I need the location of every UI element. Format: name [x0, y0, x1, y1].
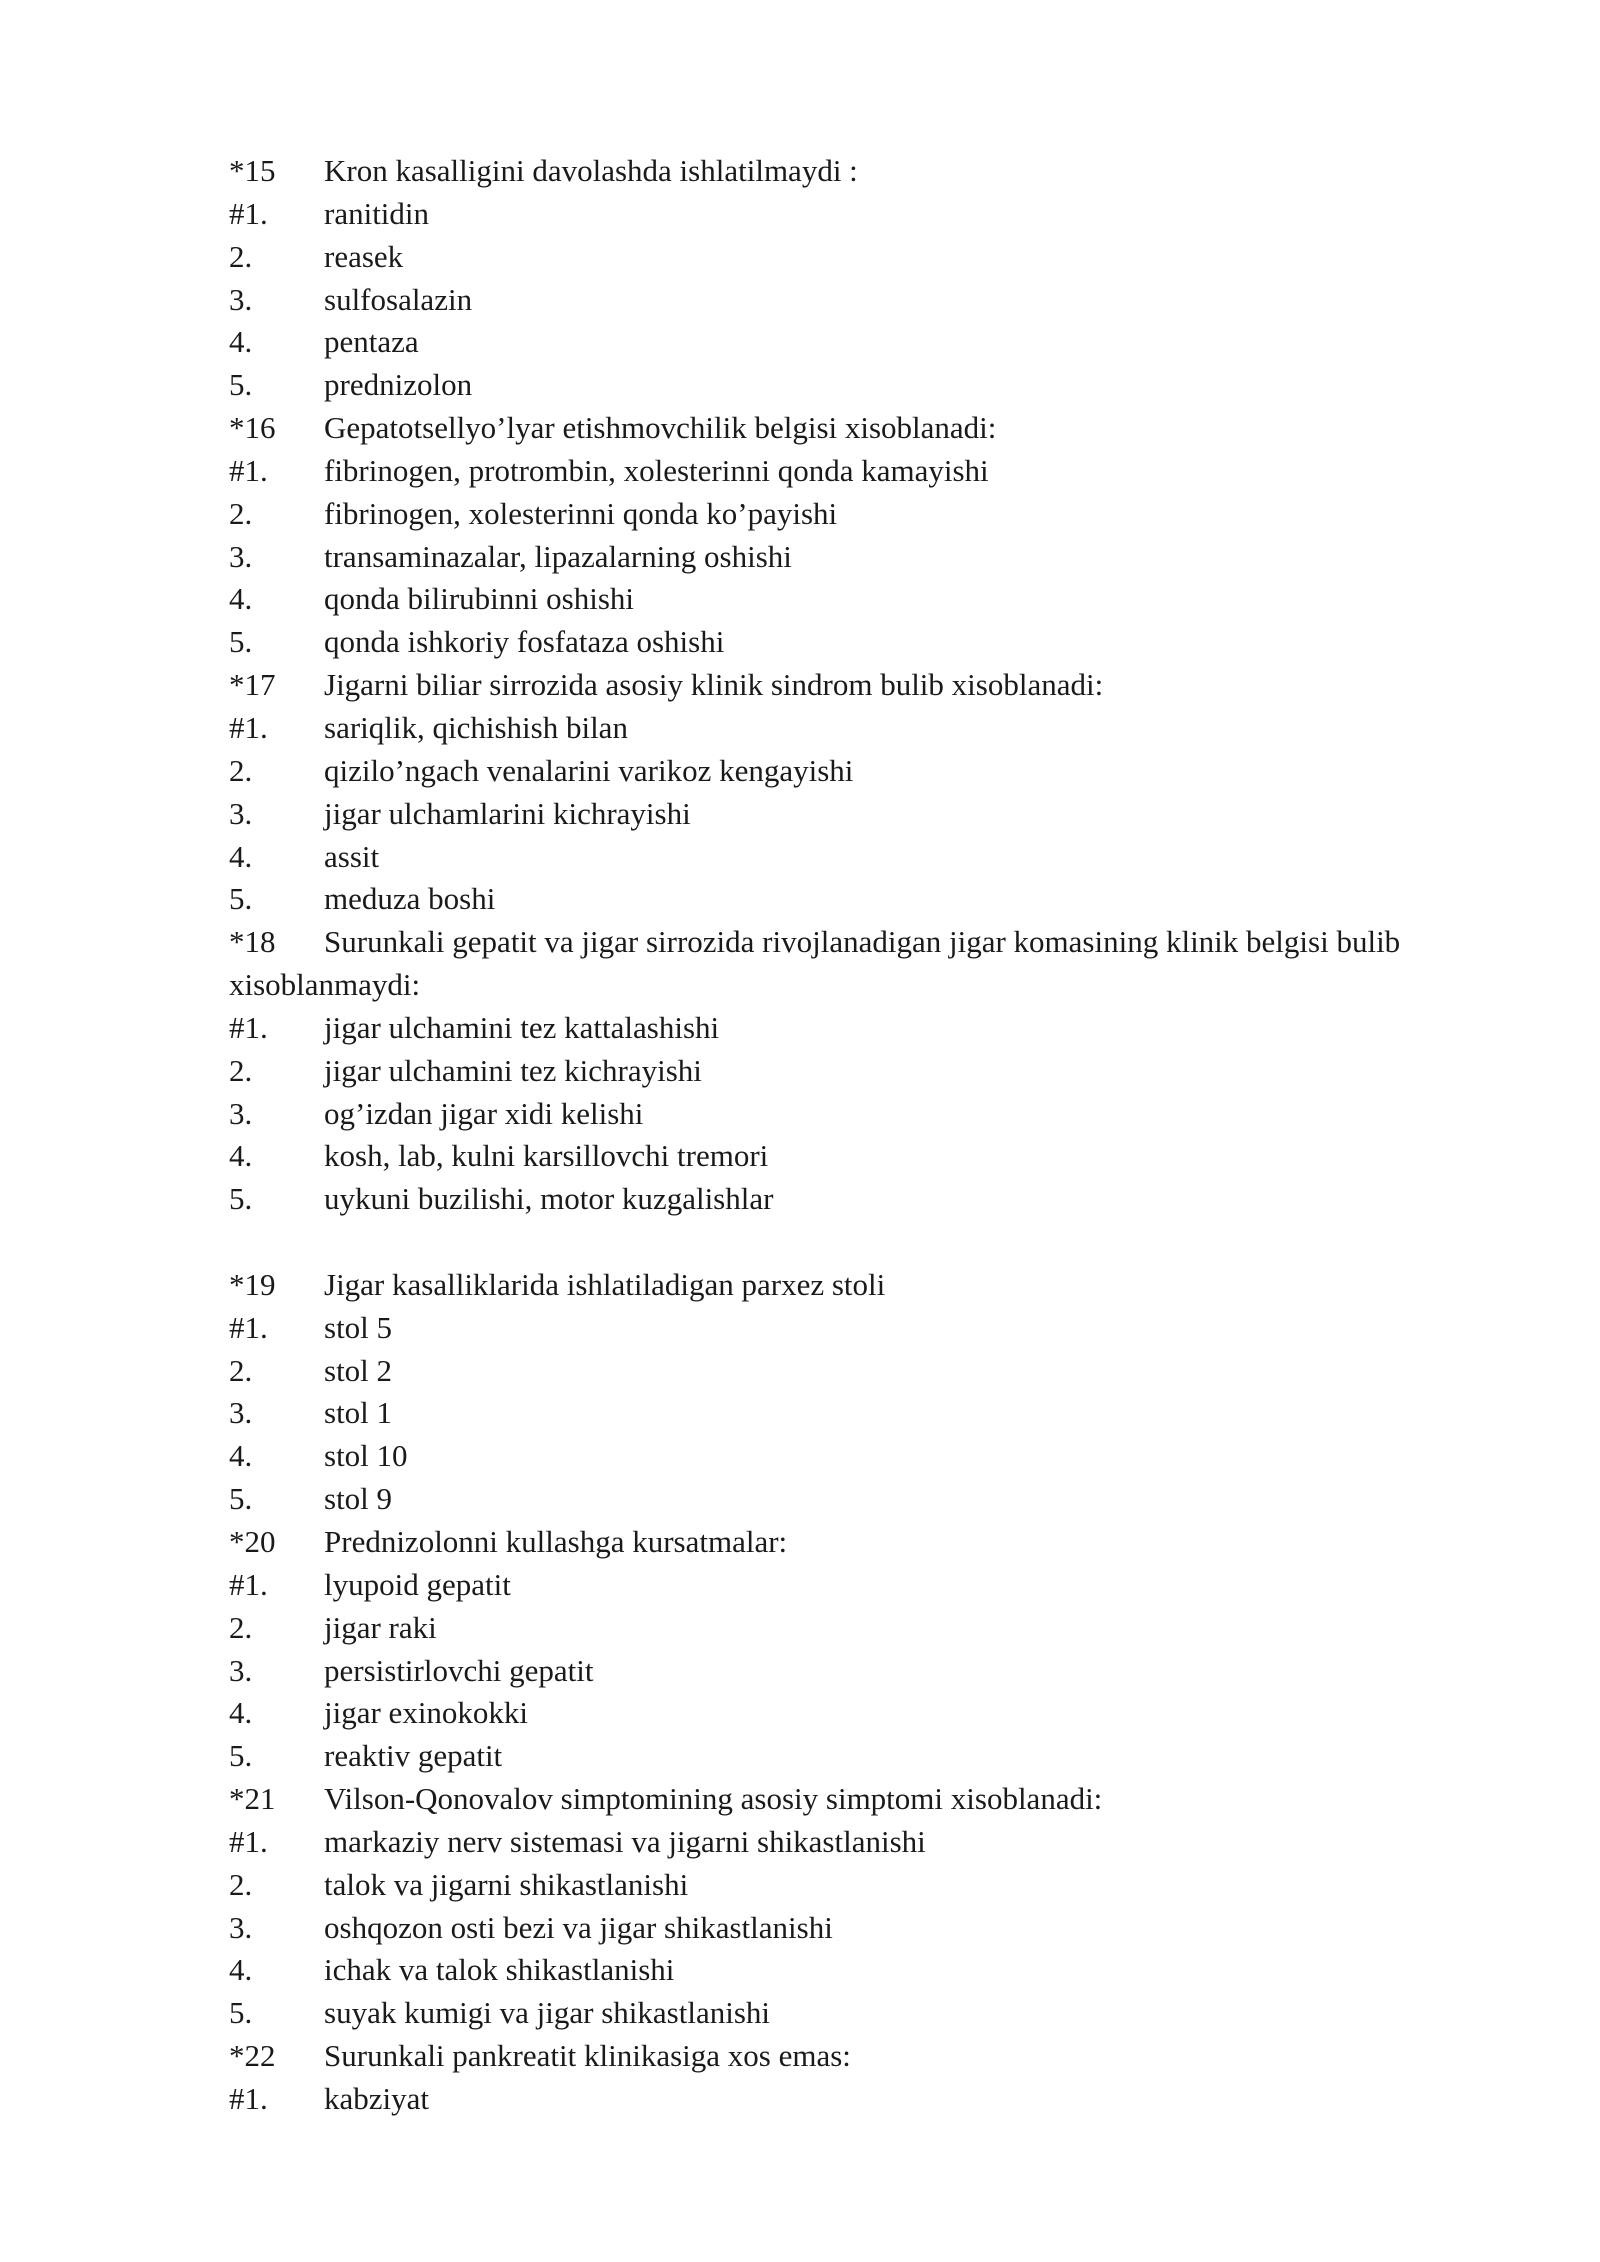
answer-line	[229, 2078, 1459, 2121]
answer-number: 3.	[229, 281, 253, 317]
answer-number: #1.	[229, 2080, 268, 2116]
answer-line	[229, 450, 1459, 493]
answer-text: qizilo’ngach venalarini varikoz kengayishi	[324, 752, 854, 788]
answer-number: 5.	[229, 1181, 253, 1217]
answer-number: 5.	[229, 1738, 253, 1774]
answer-text: stol 5	[324, 1309, 393, 1345]
answer-line	[229, 1692, 1459, 1735]
answer-number: 2.	[229, 495, 253, 531]
answer-number: 3.	[229, 1395, 253, 1431]
answer-text: jigar exinokokki	[324, 1695, 529, 1731]
question-line	[229, 2035, 1459, 2078]
answer-line	[229, 793, 1459, 836]
question-number: *17	[229, 667, 276, 703]
answer-number: 4.	[229, 1138, 253, 1174]
answer-number: 2.	[229, 1866, 253, 1902]
answer-line	[229, 1050, 1459, 1093]
answer-text: fibrinogen, protrombin, xolesterinni qonda kamayishi	[324, 452, 989, 488]
question-number: *15	[229, 153, 276, 188]
answer-line	[229, 1821, 1459, 1864]
answer-number: #1.	[229, 709, 268, 745]
answer-line	[229, 1992, 1459, 2035]
answer-text: sariqlik, qichishish bilan	[324, 709, 628, 745]
answer-line	[229, 1135, 1459, 1178]
answer-line	[229, 1392, 1459, 1435]
answer-number: 4.	[229, 1952, 253, 1988]
answer-line	[229, 364, 1459, 407]
answer-text: prednizolon	[324, 367, 473, 403]
answer-line	[229, 1907, 1459, 1950]
answer-line	[229, 750, 1459, 793]
answer-line	[229, 1093, 1459, 1136]
answer-number: 4.	[229, 838, 253, 874]
answer-text: lyupoid gepatit	[324, 1566, 511, 1602]
answer-line	[229, 1007, 1459, 1050]
answer-number: 5.	[229, 624, 253, 660]
question-text-continuation: xisoblanmaydi:	[229, 967, 421, 1003]
answer-text: meduza boshi	[324, 881, 496, 917]
answer-text: kosh, lab, kulni karsillovchi tremori	[324, 1138, 769, 1174]
answer-line	[229, 279, 1459, 322]
answer-text: transaminazalar, lipazalarning oshishi	[324, 538, 792, 574]
answer-text: stol 10	[324, 1438, 408, 1474]
answer-number: 4.	[229, 324, 253, 360]
question-text: Surunkali pankreatit klinikasiga xos emas:	[324, 2038, 851, 2074]
answer-text: qonda bilirubinni oshishi	[324, 581, 634, 617]
answer-number: #1.	[229, 1009, 268, 1045]
answer-number: 3.	[229, 538, 253, 574]
answer-number: 5.	[229, 1995, 253, 2031]
question-number: *19	[229, 1266, 276, 1302]
question-number: *20	[229, 1524, 276, 1559]
blank-line	[229, 1221, 1459, 1264]
answer-text: fibrinogen, xolesterinni qonda ko’payishi	[324, 495, 838, 531]
answer-text: suyak kumigi va jigar shikastlanishi	[324, 1995, 771, 2031]
question-line	[229, 1778, 1459, 1821]
answer-text: reasek	[324, 238, 404, 274]
question-line	[229, 1521, 1459, 1564]
question-number: *21	[229, 1781, 276, 1817]
answer-number: #1.	[229, 1823, 268, 1859]
answer-line	[229, 321, 1459, 364]
answer-line	[229, 493, 1459, 536]
answer-text: jigar raki	[324, 1609, 437, 1645]
question-text: Jigarni biliar sirrozida asosiy klinik sindrom bulib xisoblanadi:	[324, 667, 1104, 703]
answer-line	[229, 1864, 1459, 1907]
question-text: Vilson-Qonovalov simptomining asosiy simptomi xisoblanadi:	[324, 1781, 1103, 1817]
answer-number: 3.	[229, 1909, 253, 1945]
answer-text: stol 9	[324, 1481, 393, 1517]
answer-number: 4.	[229, 1695, 253, 1731]
answer-text: jigar ulchamlarini kichrayishi	[324, 795, 691, 831]
answer-text: kabziyat	[324, 2080, 430, 2116]
answer-text: assit	[324, 838, 380, 874]
answer-text: pentaza	[324, 324, 419, 360]
answer-line	[229, 1650, 1459, 1693]
answer-number: #1.	[229, 195, 268, 231]
question-text: Jigar kasalliklarida ishlatiladigan parxez stoli	[324, 1266, 886, 1302]
answer-line	[229, 193, 1459, 236]
answer-text: uykuni buzilishi, motor kuzgalishlar	[324, 1181, 774, 1217]
answer-line	[229, 1478, 1459, 1521]
question-line	[229, 407, 1459, 450]
answer-line	[229, 836, 1459, 879]
answer-line	[229, 536, 1459, 579]
question-text: Surunkali gepatit va jigar sirrozida rivojlanadigan jigar komasining klinik belgisi bulib	[324, 924, 1401, 960]
answer-number: 4.	[229, 1438, 253, 1474]
document-body	[229, 150, 1459, 2121]
answer-text: qonda ishkoriy fosfataza oshishi	[324, 624, 725, 660]
question-text: Prednizolonni kullashga kursatmalar:	[324, 1524, 788, 1559]
answer-text: reaktiv gepatit	[324, 1738, 503, 1774]
answer-number: 2.	[229, 238, 253, 274]
answer-text: og’izdan jigar xidi kelishi	[324, 1095, 644, 1131]
answer-text: jigar ulchamini tez kattalashishi	[324, 1009, 720, 1045]
answer-line	[229, 1435, 1459, 1478]
answer-number: 2.	[229, 1052, 253, 1088]
answer-text: stol 1	[324, 1395, 393, 1431]
answer-number: 3.	[229, 1095, 253, 1131]
question-text: Kron kasalligini davolashda ishlatilmaydi :	[324, 153, 858, 188]
answer-number: 4.	[229, 581, 253, 617]
answer-number: #1.	[229, 1566, 268, 1602]
question-number: *18	[229, 924, 276, 960]
answer-line	[229, 578, 1459, 621]
answer-line	[229, 878, 1459, 921]
answer-text: sulfosalazin	[324, 281, 473, 317]
answer-text: persistirlovchi gepatit	[324, 1652, 594, 1688]
question-line	[229, 921, 1459, 964]
answer-number: 2.	[229, 1609, 253, 1645]
answer-number: 5.	[229, 881, 253, 917]
answer-number: 2.	[229, 1352, 253, 1388]
question-line	[229, 150, 1459, 193]
answer-text: talok va jigarni shikastlanishi	[324, 1866, 689, 1902]
answer-text: jigar ulchamini tez kichrayishi	[324, 1052, 702, 1088]
answer-line	[229, 621, 1459, 664]
question-text: Gepatotsellyo’lyar etishmovchilik belgisi xisoblanadi:	[324, 410, 997, 446]
answer-number: 2.	[229, 752, 253, 788]
answer-number: #1.	[229, 1309, 268, 1345]
answer-number: #1.	[229, 452, 268, 488]
answer-text: ichak va talok shikastlanishi	[324, 1952, 675, 1988]
answer-line	[229, 1178, 1459, 1221]
answer-number: 3.	[229, 1652, 253, 1688]
answer-number: 3.	[229, 795, 253, 831]
answer-line	[229, 707, 1459, 750]
answer-text: stol 2	[324, 1352, 393, 1388]
answer-text: oshqozon osti bezi va jigar shikastlanishi	[324, 1909, 833, 1945]
question-line	[229, 664, 1459, 707]
answer-number: 5.	[229, 1481, 253, 1517]
question-number: *16	[229, 410, 276, 446]
answer-line	[229, 1949, 1459, 1992]
answer-line	[229, 236, 1459, 279]
question-number: *22	[229, 2038, 276, 2074]
question-line	[229, 1264, 1459, 1307]
answer-text: markaziy nerv sistemasi va jigarni shikastlanishi	[324, 1823, 926, 1859]
answer-line	[229, 1350, 1459, 1393]
answer-number: 5.	[229, 367, 253, 403]
answer-line	[229, 1607, 1459, 1650]
answer-line	[229, 1564, 1459, 1607]
answer-line	[229, 1307, 1459, 1350]
answer-line	[229, 1735, 1459, 1778]
answer-text: ranitidin	[324, 195, 430, 231]
